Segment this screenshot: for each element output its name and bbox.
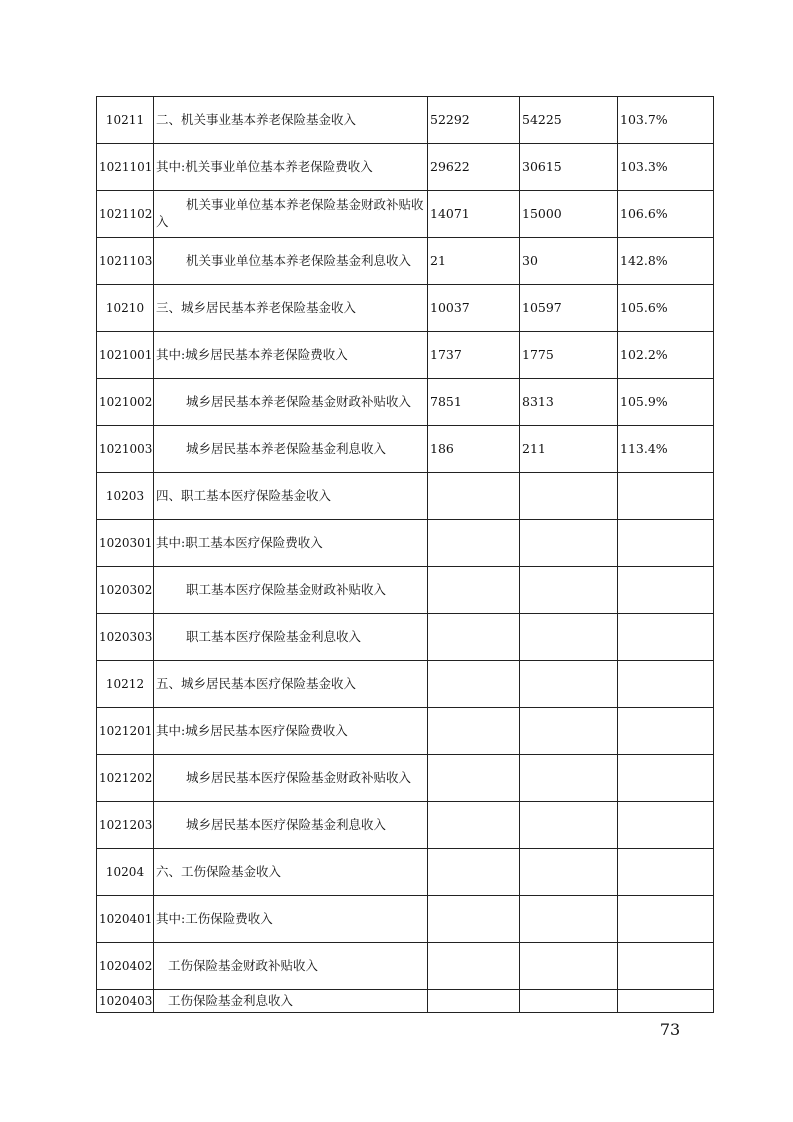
- value-cell-1: [428, 614, 520, 661]
- percent-cell: [618, 614, 714, 661]
- value-cell-1: 14071: [428, 191, 520, 238]
- value-cell-1: 186: [428, 426, 520, 473]
- value-cell-1: [428, 802, 520, 849]
- percent-cell: [618, 802, 714, 849]
- account-code-cell: 1020302: [97, 567, 154, 614]
- item-name-text: 其中:城乡居民基本养老保险费收入: [156, 346, 348, 362]
- item-name-text: 其中:工伤保险费收入: [156, 910, 273, 926]
- percent-cell: [618, 708, 714, 755]
- percent-cell: [618, 473, 714, 520]
- percent-cell: [618, 661, 714, 708]
- account-code-cell: 1020403: [97, 990, 154, 1013]
- item-name-text: 职工基本医疗保险基金利息收入: [186, 628, 362, 644]
- item-name-cell: [154, 332, 428, 379]
- item-name-text: 城乡居民基本医疗保险基金财政补贴收入: [186, 769, 412, 785]
- account-code-cell: 1020402: [97, 943, 154, 990]
- percent-cell: 103.3%: [618, 144, 714, 191]
- value-cell-2: [520, 990, 618, 1013]
- table-body: [97, 97, 714, 1013]
- percent-cell: 142.8%: [618, 238, 714, 285]
- percent-cell: [618, 520, 714, 567]
- account-code-cell: 10210: [97, 285, 154, 332]
- item-name-cell: [154, 379, 428, 426]
- value-cell-2: 211: [520, 426, 618, 473]
- account-code-cell: 1021002: [97, 379, 154, 426]
- table-row: [97, 567, 714, 614]
- value-cell-2: 1775: [520, 332, 618, 379]
- item-name-text: 工伤保险基金财政补贴收入: [168, 957, 319, 973]
- table-row: [97, 238, 714, 285]
- account-code-cell: 1021101: [97, 144, 154, 191]
- item-name-cell: [154, 97, 428, 144]
- item-name-cell: [154, 990, 428, 1013]
- item-name-cell: [154, 802, 428, 849]
- table-row: [97, 191, 714, 238]
- account-code-cell: 1021202: [97, 755, 154, 802]
- value-cell-1: 1737: [428, 332, 520, 379]
- account-code-cell: 10204: [97, 849, 154, 896]
- table-row: [97, 990, 714, 1013]
- value-cell-1: [428, 708, 520, 755]
- table-row: [97, 144, 714, 191]
- value-cell-2: [520, 614, 618, 661]
- item-name-cell: [154, 943, 428, 990]
- item-name-cell: [154, 191, 428, 238]
- item-name-cell: [154, 567, 428, 614]
- table-row: [97, 332, 714, 379]
- table-row: [97, 708, 714, 755]
- value-cell-2: [520, 661, 618, 708]
- value-cell-2: 10597: [520, 285, 618, 332]
- account-code-cell: 1020301: [97, 520, 154, 567]
- table-row: [97, 614, 714, 661]
- value-cell-1: [428, 473, 520, 520]
- item-name-cell: [154, 661, 428, 708]
- percent-cell: 105.6%: [618, 285, 714, 332]
- item-name-text: 城乡居民基本医疗保险基金利息收入: [186, 816, 387, 832]
- value-cell-1: 52292: [428, 97, 520, 144]
- item-name-text: 三、城乡居民基本养老保险基金收入: [156, 299, 357, 315]
- value-cell-1: [428, 849, 520, 896]
- item-name-cell: [154, 285, 428, 332]
- value-cell-2: [520, 708, 618, 755]
- item-name-cell: [154, 849, 428, 896]
- percent-cell: 106.6%: [618, 191, 714, 238]
- account-code-cell: 1021001: [97, 332, 154, 379]
- account-code-cell: 10211: [97, 97, 154, 144]
- value-cell-2: 30615: [520, 144, 618, 191]
- value-cell-1: 7851: [428, 379, 520, 426]
- page-number: 73: [659, 1020, 681, 1039]
- value-cell-1: [428, 755, 520, 802]
- account-code-cell: 1021201: [97, 708, 154, 755]
- percent-cell: 103.7%: [618, 97, 714, 144]
- value-cell-2: 30: [520, 238, 618, 285]
- table-row: [97, 849, 714, 896]
- account-code-cell: 1021102: [97, 191, 154, 238]
- value-cell-1: [428, 896, 520, 943]
- percent-cell: [618, 990, 714, 1013]
- table-row: [97, 520, 714, 567]
- table-row: [97, 802, 714, 849]
- item-name-text: 城乡居民基本养老保险基金利息收入: [186, 440, 387, 456]
- table-row: [97, 661, 714, 708]
- table-row: [97, 943, 714, 990]
- table-row: [97, 426, 714, 473]
- account-code-cell: 1021103: [97, 238, 154, 285]
- item-name-cell: [154, 755, 428, 802]
- value-cell-1: 21: [428, 238, 520, 285]
- table-row: [97, 896, 714, 943]
- percent-cell: [618, 896, 714, 943]
- account-code-cell: 1020401: [97, 896, 154, 943]
- table-row: [97, 379, 714, 426]
- item-name-text: 城乡居民基本养老保险基金财政补贴收入: [186, 393, 412, 409]
- account-code-cell: 1021003: [97, 426, 154, 473]
- percent-cell: [618, 849, 714, 896]
- value-cell-1: [428, 990, 520, 1013]
- item-name-cell: [154, 144, 428, 191]
- item-name-text: 五、城乡居民基本医疗保险基金收入: [156, 675, 357, 691]
- value-cell-2: [520, 802, 618, 849]
- value-cell-2: 54225: [520, 97, 618, 144]
- item-name-cell: [154, 708, 428, 755]
- table-row: [97, 473, 714, 520]
- value-cell-2: [520, 943, 618, 990]
- table-row: [97, 755, 714, 802]
- value-cell-1: [428, 661, 520, 708]
- percent-cell: [618, 567, 714, 614]
- item-name-text: 其中:机关事业单位基本养老保险费收入: [156, 158, 373, 174]
- item-name-cell: [154, 426, 428, 473]
- item-name-cell: [154, 238, 428, 285]
- value-cell-2: [520, 567, 618, 614]
- item-name-text: 四、职工基本医疗保险基金收入: [156, 487, 332, 503]
- account-code-cell: 10203: [97, 473, 154, 520]
- item-name-text: 其中:城乡居民基本医疗保险费收入: [156, 722, 348, 738]
- item-name-cell: [154, 896, 428, 943]
- item-name-text: 职工基本医疗保险基金财政补贴收入: [186, 581, 387, 597]
- percent-cell: 105.9%: [618, 379, 714, 426]
- value-cell-2: [520, 473, 618, 520]
- value-cell-1: [428, 520, 520, 567]
- item-name-text: 六、工伤保险基金收入: [156, 863, 282, 879]
- percent-cell: [618, 755, 714, 802]
- item-name-text: 机关事业单位基本养老保险基金财政补贴收入: [156, 197, 424, 229]
- value-cell-1: [428, 567, 520, 614]
- value-cell-2: [520, 896, 618, 943]
- account-code-cell: 10212: [97, 661, 154, 708]
- percent-cell: [618, 943, 714, 990]
- value-cell-2: 8313: [520, 379, 618, 426]
- account-code-cell: 1021203: [97, 802, 154, 849]
- value-cell-1: 10037: [428, 285, 520, 332]
- item-name-cell: [154, 520, 428, 567]
- value-cell-2: [520, 520, 618, 567]
- value-cell-2: 15000: [520, 191, 618, 238]
- value-cell-2: [520, 755, 618, 802]
- item-name-text: 机关事业单位基本养老保险基金利息收入: [186, 252, 412, 268]
- fund-income-table: [96, 96, 714, 1013]
- item-name-cell: [154, 473, 428, 520]
- value-cell-2: [520, 849, 618, 896]
- item-name-cell: [154, 614, 428, 661]
- table-row: [97, 97, 714, 144]
- table-row: [97, 285, 714, 332]
- value-cell-1: [428, 943, 520, 990]
- percent-cell: 102.2%: [618, 332, 714, 379]
- item-name-text: 二、机关事业基本养老保险基金收入: [156, 111, 357, 127]
- item-name-text: 工伤保险基金利息收入: [168, 992, 294, 1008]
- percent-cell: 113.4%: [618, 426, 714, 473]
- account-code-cell: 1020303: [97, 614, 154, 661]
- value-cell-1: 29622: [428, 144, 520, 191]
- item-name-text: 其中:职工基本医疗保险费收入: [156, 534, 323, 550]
